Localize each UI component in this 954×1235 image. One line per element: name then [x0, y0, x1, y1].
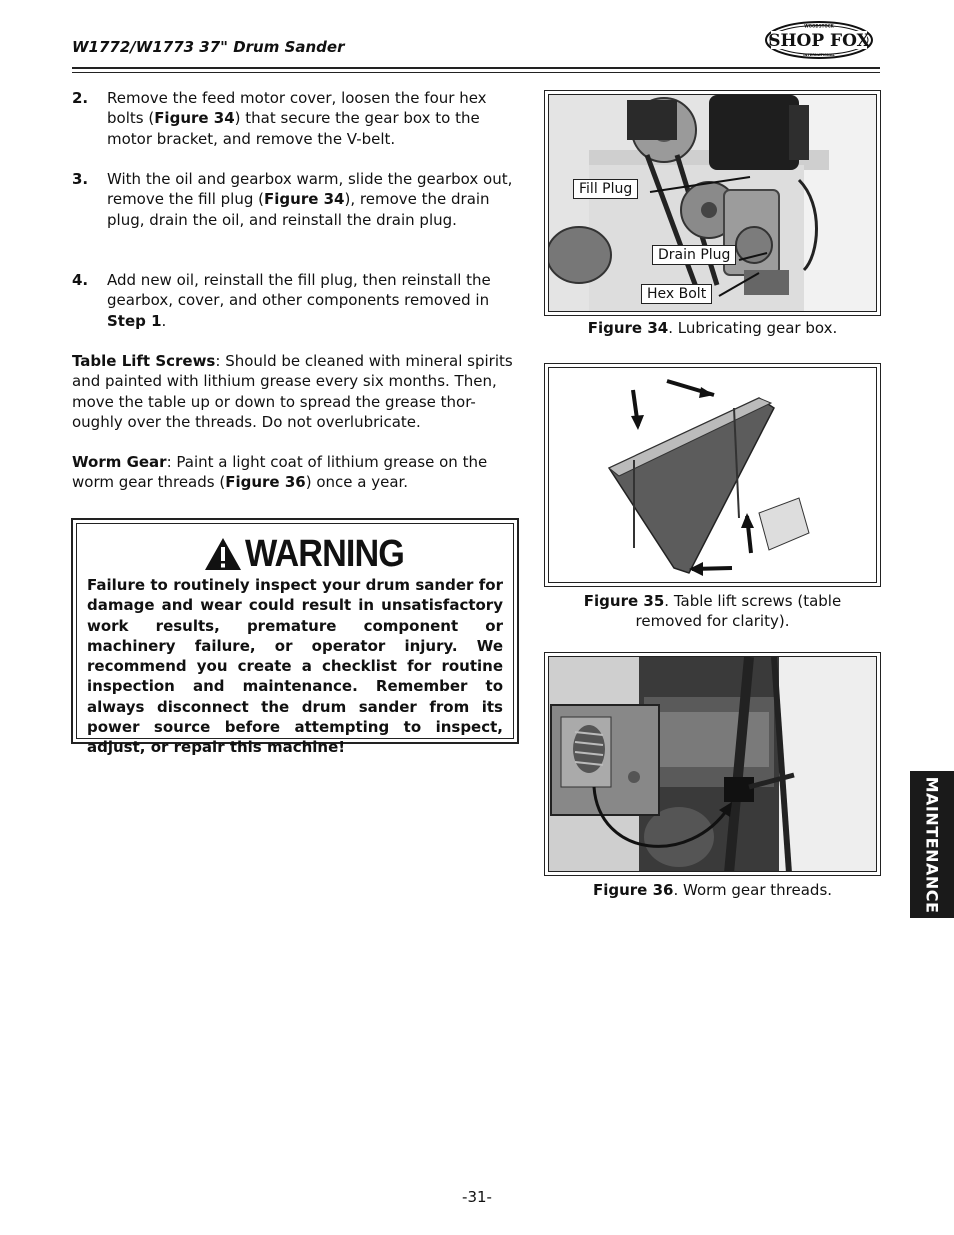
- step-number: 4.: [72, 271, 89, 289]
- warning-header: [203, 534, 422, 574]
- svg-text:SHOP FOX: SHOP FOX: [768, 31, 870, 51]
- step-text: Add new oil, reinstall the fill plug, then reinstall the gearbox, cover, and other components removed in Step 1.: [107, 271, 491, 330]
- warning-box: [71, 518, 519, 757]
- step-3: [72, 169, 522, 230]
- callout-fill-plug: Fill Plug: [573, 179, 638, 199]
- table-lift-photo: [549, 368, 877, 583]
- step-number: 3.: [72, 170, 89, 188]
- header-rule-thick: [72, 67, 880, 69]
- page-number: -31-: [462, 1188, 492, 1206]
- warning-text: Failure to routinely inspect your drum sander for damage and wear could result in unsatisfactory work results, premature component or machinery failure, or operator injury. We recommend you create a checklist for routine inspection and maintenance. Remember to always disconnect the drum sander from its power source before attempting to inspect, adjust, or repair this machine!: [87, 576, 503, 757]
- figure-35: [544, 363, 881, 587]
- warning-title: WARNING: [245, 532, 404, 575]
- figure-34-caption: Figure 34. Lubricating gear box.: [587, 319, 838, 337]
- gearbox-photo: [549, 95, 877, 312]
- step-2: [72, 88, 522, 149]
- svg-text:INTERNATIONAL: INTERNATIONAL: [803, 53, 835, 57]
- svg-text:WOODSTOCK: WOODSTOCK: [804, 23, 834, 29]
- callout-drain-plug: Drain Plug: [652, 245, 736, 265]
- callout-hex-bolt: Hex Bolt: [641, 284, 712, 304]
- step-4: [72, 270, 522, 331]
- worm-gear-photo: [549, 657, 877, 872]
- figure-35-caption: Figure 35. Table lift screws (table removed for clarity).: [583, 592, 842, 631]
- worm-gear-paragraph: Worm Gear: Paint a light coat of lithium grease on the worm gear threads (Figure 36) once a year.: [72, 453, 488, 492]
- table-lift-paragraph: Table Lift Screws: Should be cleaned with mineral spirits and painted with lithium grease every six months. Then, move the table up or down to spread the grease thor-oughly over the threads. Do not overlubricate.: [72, 352, 513, 431]
- step-text: Remove the feed motor cover, loosen the four hex bolts (Figure 34) that secure the gear box to the motor bracket, and remove the V-belt.: [107, 89, 487, 148]
- warning-triangle-icon: [203, 536, 243, 572]
- figure-36: [544, 652, 881, 876]
- step-number: 2.: [72, 89, 89, 107]
- section-tab: [910, 771, 954, 918]
- shop-fox-logo: [764, 20, 874, 60]
- header-rule-thin: [72, 72, 880, 73]
- figure-34: [544, 90, 881, 316]
- header-title: W1772/W1773 37" Drum Sander: [72, 38, 345, 56]
- section-tab-label: MAINTENANCE: [922, 776, 942, 913]
- figure-36-caption: Figure 36. Worm gear threads.: [592, 881, 833, 899]
- step-text: With the oil and gearbox warm, slide the gearbox out, remove the fill plug (Figure 34), remove the drain plug, drain the oil, and reinstall the drain plug.: [107, 170, 513, 229]
